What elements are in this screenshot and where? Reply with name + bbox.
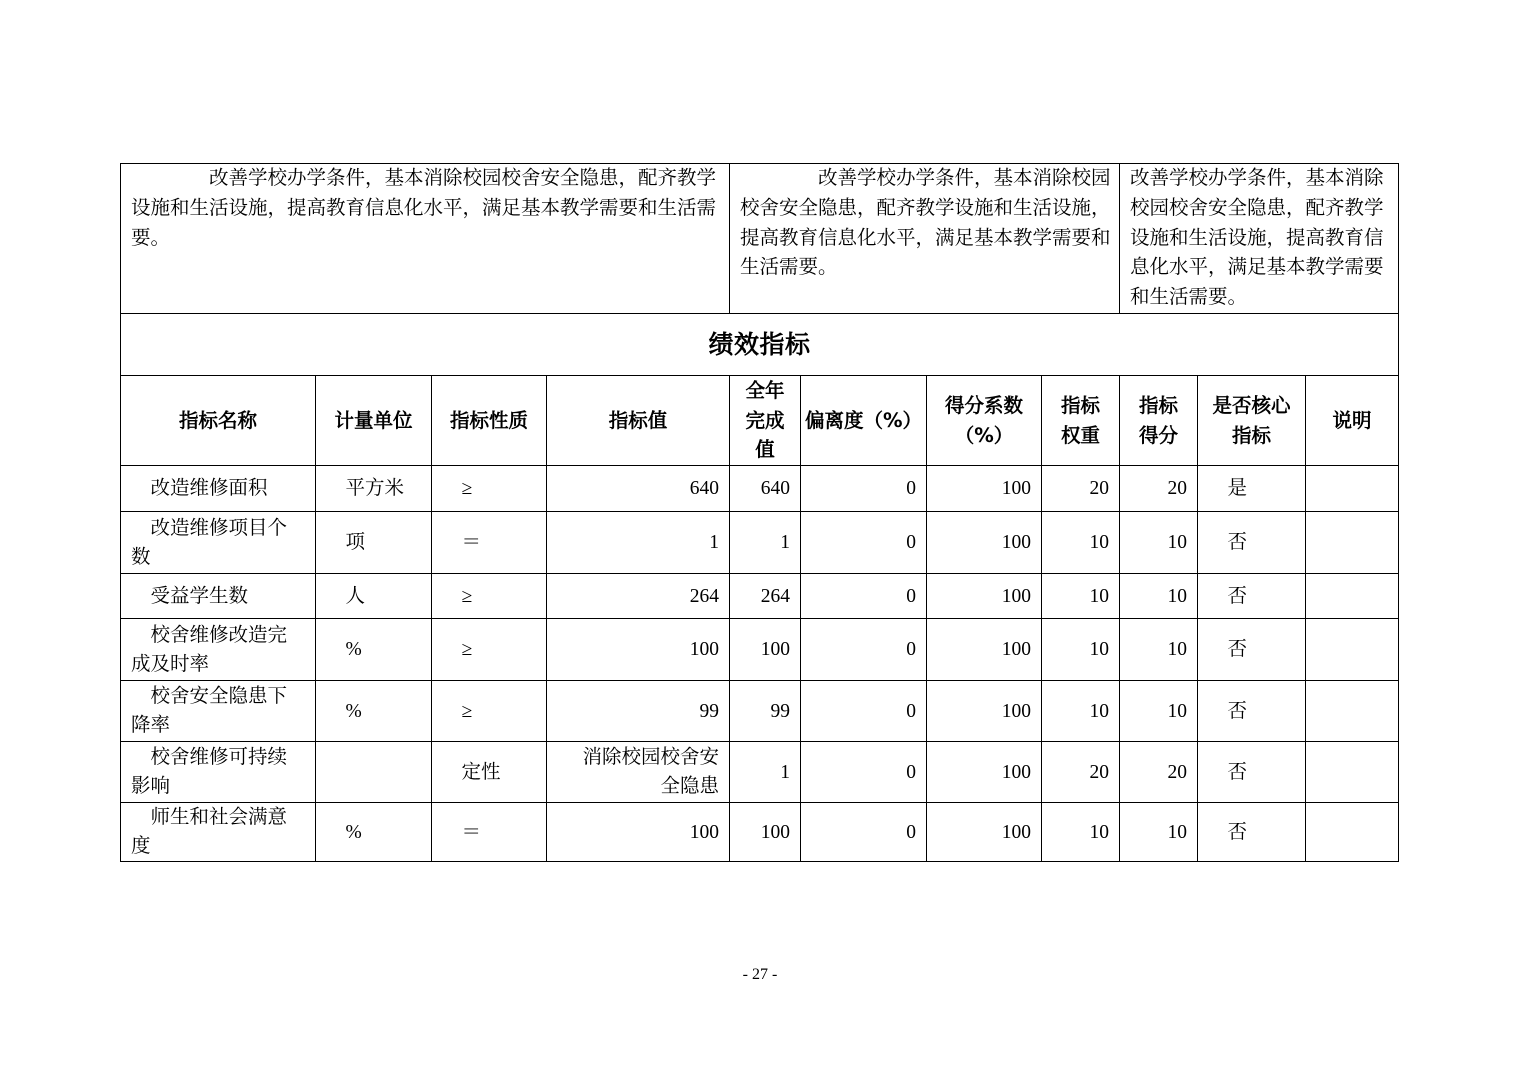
header-unit: 计量单位	[316, 376, 432, 466]
target-value-text: 消除校园校舍安全隐患	[582, 747, 719, 797]
target-value-cell: 640	[547, 466, 730, 512]
indicator-name: 校舍安全隐患下降率	[131, 686, 288, 736]
weight-cell: 10	[1042, 803, 1120, 862]
table-body	[121, 164, 1399, 862]
table-row	[121, 512, 1399, 574]
score-cell: 10	[1120, 574, 1198, 619]
score-cell: 10	[1120, 512, 1198, 574]
target-value-cell: 1	[547, 512, 730, 574]
weight-cell: 10	[1042, 619, 1120, 681]
score-cell: 10	[1120, 619, 1198, 681]
table-row	[121, 574, 1399, 619]
goal-text-right: 改善学校办学条件，基本消除校园校舍安全隐患，配齐教学设施和生活设施，提高教育信息化水平，满足基本教学需要和生活需要。	[1130, 168, 1384, 309]
table-row	[121, 681, 1399, 742]
unit-cell: 项	[316, 512, 432, 574]
header-deviation	[801, 376, 927, 466]
actual-value-cell: 1	[730, 742, 801, 803]
nature-cell: ≥	[432, 681, 547, 742]
core-indicator-cell: 否	[1198, 574, 1306, 619]
indicator-name-cell	[121, 512, 316, 574]
note-cell	[1306, 742, 1399, 803]
table-row	[121, 466, 1399, 512]
header-actual-value-label: 全年完成值	[745, 379, 785, 462]
header-deviation-label: 偏离度（%）	[804, 408, 923, 432]
indicator-name-cell	[121, 742, 316, 803]
page-number: - 27 -	[742, 966, 778, 983]
nature-cell: ≥	[432, 466, 547, 512]
header-target-value: 指标值	[547, 376, 730, 466]
indicator-name: 校舍维修改造完成及时率	[131, 624, 288, 675]
goal-cell-middle	[730, 164, 1120, 314]
section-title-row	[121, 314, 1399, 376]
note-cell	[1306, 574, 1399, 619]
target-value-cell: 99	[547, 681, 730, 742]
header-coefficient	[927, 376, 1042, 466]
indicator-name: 校舍维修可持续影响	[131, 747, 288, 797]
indicator-name-cell	[121, 803, 316, 862]
nature-cell: ≥	[432, 619, 547, 681]
weight-cell: 20	[1042, 742, 1120, 803]
actual-value-cell: 100	[730, 803, 801, 862]
target-value-cell: 100	[547, 803, 730, 862]
coefficient-cell: 100	[927, 466, 1042, 512]
weight-cell: 10	[1042, 512, 1120, 574]
coefficient-cell: 100	[927, 619, 1042, 681]
performance-table	[120, 163, 1399, 862]
deviation-cell: 0	[801, 466, 927, 512]
header-coefficient-label: 得分系数（%）	[944, 394, 1023, 447]
section-title: 绩效指标	[121, 314, 1399, 376]
note-cell	[1306, 803, 1399, 862]
nature-cell: ＝	[432, 512, 547, 574]
indicator-name-cell	[121, 574, 316, 619]
indicator-name-cell	[121, 619, 316, 681]
coefficient-cell: 100	[927, 681, 1042, 742]
note-cell	[1306, 619, 1399, 681]
header-core-indicator-label: 是否核心指标	[1212, 394, 1291, 447]
header-actual-value	[730, 376, 801, 466]
goal-cell-left	[121, 164, 730, 314]
core-indicator-cell: 是	[1198, 466, 1306, 512]
indicator-name: 受益学生数	[150, 585, 249, 607]
note-cell	[1306, 466, 1399, 512]
goal-cell-right	[1120, 164, 1399, 314]
header-weight-label: 指标权重	[1060, 394, 1100, 447]
weight-cell: 10	[1042, 681, 1120, 742]
header-core-indicator	[1198, 376, 1306, 466]
deviation-cell: 0	[801, 742, 927, 803]
coefficient-cell: 100	[927, 803, 1042, 862]
score-cell: 10	[1120, 681, 1198, 742]
actual-value-cell: 640	[730, 466, 801, 512]
unit-cell: 平方米	[316, 466, 432, 512]
core-indicator-cell: 否	[1198, 619, 1306, 681]
actual-value-cell: 99	[730, 681, 801, 742]
note-cell	[1306, 681, 1399, 742]
target-value-cell: 264	[547, 574, 730, 619]
coefficient-cell: 100	[927, 574, 1042, 619]
score-cell: 10	[1120, 803, 1198, 862]
weight-cell: 10	[1042, 574, 1120, 619]
coefficient-cell: 100	[927, 512, 1042, 574]
deviation-cell: 0	[801, 512, 927, 574]
nature-cell: ＝	[432, 803, 547, 862]
deviation-cell: 0	[801, 681, 927, 742]
actual-value-cell: 1	[730, 512, 801, 574]
indicator-name-cell	[121, 681, 316, 742]
header-score-label: 指标得分	[1138, 394, 1178, 447]
indicator-name: 改造维修项目个数	[131, 517, 288, 568]
indicator-name-cell	[121, 466, 316, 512]
header-weight	[1042, 376, 1120, 466]
target-value-cell	[547, 742, 730, 803]
header-nature: 指标性质	[432, 376, 547, 466]
coefficient-cell: 100	[927, 742, 1042, 803]
table-row	[121, 803, 1399, 862]
indicator-name: 师生和社会满意度	[131, 807, 288, 857]
header-score	[1120, 376, 1198, 466]
goal-text-left: 改善学校办学条件，基本消除校园校舍安全隐患，配齐教学设施和生活设施，提高教育信息化水平，满足基本教学需要和生活需要。	[131, 168, 717, 249]
table-row	[121, 619, 1399, 681]
indicator-name: 改造维修面积	[150, 478, 268, 499]
deviation-cell: 0	[801, 619, 927, 681]
unit-cell: %	[316, 681, 432, 742]
goals-row	[121, 164, 1399, 314]
score-cell: 20	[1120, 742, 1198, 803]
core-indicator-cell: 否	[1198, 742, 1306, 803]
core-indicator-cell: 否	[1198, 681, 1306, 742]
score-cell: 20	[1120, 466, 1198, 512]
goal-text-middle: 改善学校办学条件，基本消除校园校舍安全隐患，配齐教学设施和生活设施，提高教育信息化水平，满足基本教学需要和生活需要。	[740, 168, 1111, 279]
note-cell	[1306, 512, 1399, 574]
header-note: 说明	[1306, 376, 1399, 466]
unit-cell	[316, 742, 432, 803]
target-value-cell: 100	[547, 619, 730, 681]
deviation-cell: 0	[801, 574, 927, 619]
unit-cell: %	[316, 619, 432, 681]
actual-value-cell: 100	[730, 619, 801, 681]
header-row	[121, 376, 1399, 466]
nature-cell: ≥	[432, 574, 547, 619]
unit-cell: 人	[316, 574, 432, 619]
actual-value-cell: 264	[730, 574, 801, 619]
core-indicator-cell: 否	[1198, 512, 1306, 574]
deviation-cell: 0	[801, 803, 927, 862]
core-indicator-cell: 否	[1198, 803, 1306, 862]
table-row	[121, 742, 1399, 803]
unit-cell: %	[316, 803, 432, 862]
nature-cell: 定性	[432, 742, 547, 803]
header-indicator-name: 指标名称	[121, 376, 316, 466]
weight-cell: 20	[1042, 466, 1120, 512]
